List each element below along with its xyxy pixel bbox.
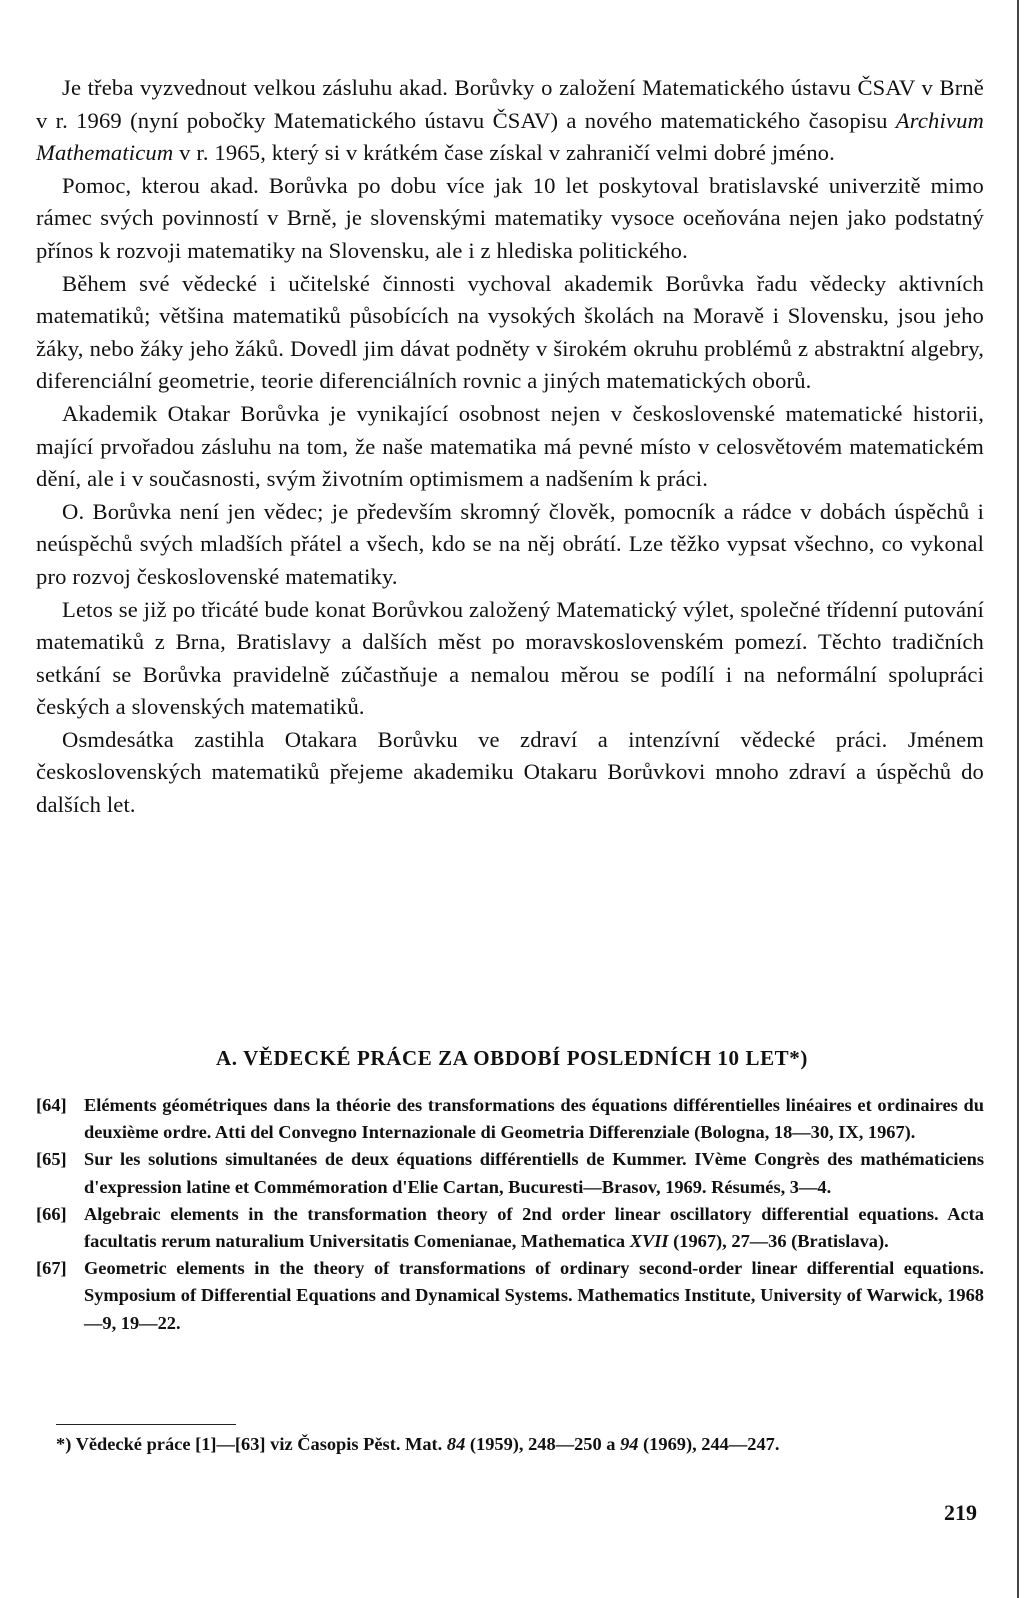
footnote-text: (1959), 248—250 a xyxy=(465,1434,621,1454)
footnote-divider xyxy=(56,1424,236,1425)
text-span: Je třeba vyzvednout velkou zásluhu akad. Borůvky o založení Matematického ústavu ČSAV v Brně v r. 1969 (nyní pobočky Matematického ústavu ČSAV) a nového matematického časopisu xyxy=(36,75,984,133)
page-number: 219 xyxy=(944,1500,977,1525)
paragraph xyxy=(36,398,984,496)
paragraph xyxy=(36,594,984,724)
reference-number: [64] xyxy=(36,1095,67,1115)
reference-item xyxy=(36,1201,984,1255)
reference-number: [66] xyxy=(36,1203,67,1224)
footnote xyxy=(56,1431,986,1458)
text-span: Pomoc, kterou akad. Borůvka po dobu více jak 10 let poskytoval bratislavské univerzitě mimo rámec svých povinností v Brně, je slovenskými matematiky vysoce oceňována nejen jako podstatný přínos k rozvoji matematiky na Slovensku, ale i z hlediska politického. xyxy=(36,172,984,263)
article-body xyxy=(36,72,984,822)
paragraph xyxy=(36,724,984,822)
text-span: Během své vědecké i učitelské činnosti vychoval akademik Borůvka řadu vědecky aktivních matematiků; většina matematiků působících na vysokých školách na Moravě i Slovensku, jsou jeho žáky, nebo žáky jeho žáků. Dovedl jim dávat podněty v širokém okruhu problémů z abstraktní algebry, diferenciální geometrie, teorie diferenciálních rovnic a jiných matematických oborů. xyxy=(36,270,984,394)
text-span: v r. 1965, který si v krátkém čase získal v zahraničí velmi dobré jméno. xyxy=(173,140,835,166)
reference-list xyxy=(36,1092,984,1337)
footnote-text: *) Vědecké práce [1]—[63] viz Časopis Pěst. Mat. xyxy=(56,1434,447,1454)
reference-text: Sur les solutions simultanées de deux équations différentiells de Kummer. IVème Congrès des mathématiciens d'expression latine et Commémoration d'Elie Cartan, Bucuresti—Brasov, 1969. Résumés, 3—4. xyxy=(84,1149,984,1197)
paragraph xyxy=(36,268,984,398)
reference-item xyxy=(36,1255,984,1337)
volume-number: XVII xyxy=(629,1231,669,1252)
text-span: O. Borůvka není jen vědec; je především skromný člověk, pomocník a rádce v dobách úspěchů i neúspěchů svých mladších přátel a všech, kdo se na něj obrátí. Lze těžko vypsat všechno, co vykonal pro rozvoj československé matematiky. xyxy=(36,498,984,589)
text-span: Letos se již po třicáté bude konat Borůvkou založený Matematický výlet, společné třídenní putování matematiků z Brna, Bratislavy a dalších měst po moravskoslovenském pomezí. Těchto tradičních setkání se Borůvka pravidelně zúčastňuje a nemalou měrou se podílí i na neformální spolupráci českých a slovenských matematiků. xyxy=(36,596,984,720)
paragraph xyxy=(36,72,984,170)
paragraph xyxy=(36,496,984,594)
reference-text: Algebraic elements in the transformation theory of 2nd order linear oscillatory differential equations. Acta facultatis rerum naturalium Universitatis Comenianae, Mathematica xyxy=(84,1203,984,1252)
reference-item xyxy=(36,1092,984,1146)
journal-title: Archivum Mathematicum xyxy=(36,107,984,166)
scan-edge-line xyxy=(1017,0,1019,1598)
text-span: Osmdesátka zastihla Otakara Borůvku ve zdraví a intenzívní vědecké práci. Jménem československých matematiků přejeme akademiku Otakaru Borůvkovi mnoho zdraví a úspěchů do dalších let. xyxy=(36,726,984,818)
text-span: Akademik Otakar Borůvka je vynikající osobnost nejen v československé matematické historii, mající prvořadou zásluhu na tom, že naše matematika má pevné místo v celosvětovém matematickém dění, ale i v současnosti, svým životním optimismem a nadšením k práci. xyxy=(36,400,984,492)
volume-number: 84 xyxy=(446,1434,466,1454)
paragraph xyxy=(36,170,984,268)
reference-text: (1967), 27—36 (Bratislava). xyxy=(668,1231,889,1252)
footnote-text: (1969), 244—247. xyxy=(638,1434,780,1454)
reference-item xyxy=(36,1146,984,1200)
volume-number: 94 xyxy=(620,1434,639,1454)
reference-number: [67] xyxy=(36,1258,67,1279)
reference-text: Geometric elements in the theory of transformations of ordinary second-order linear differential equations. Symposium of Differential Equations and Dynamical Systems. Mathematics Institute, University of Warwick, 1968—9, 19—22. xyxy=(84,1258,984,1333)
reference-text: Eléments géométriques dans la théorie des transformations des équations différentielles linéaires et ordinaires du deuxième ordre. Atti del Convegno Internazionale di Geometria Differenziale (Bologna, 18—30, IX, 1967). xyxy=(84,1095,984,1143)
reference-number: [65] xyxy=(36,1149,67,1170)
section-heading: A. VĚDECKÉ PRÁCE ZA OBDOBÍ POSLEDNÍCH 10 LET*) xyxy=(216,1046,808,1070)
